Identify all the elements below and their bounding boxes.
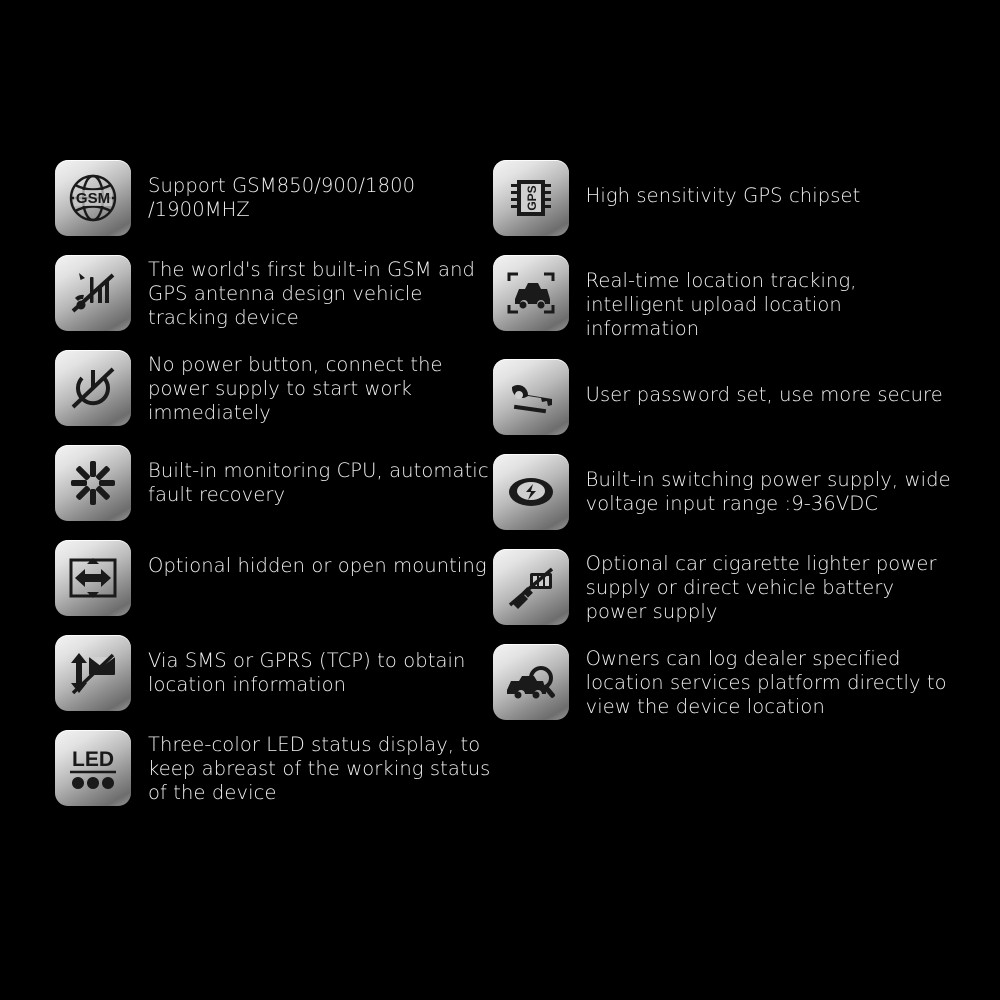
svg-text:GPS: GPS [524, 185, 539, 211]
gps-chipset-icon [493, 160, 569, 236]
feature-label: Optional car cigarette lighter power supply or direct vehicle battery power supply [585, 552, 937, 623]
feature-item [493, 454, 960, 530]
expand-arrows-icon [55, 540, 131, 616]
feature-column-right [493, 160, 960, 1000]
power-button-crossed-icon [55, 350, 131, 426]
sms-envelope-arrows-icon [55, 635, 131, 711]
feature-item [55, 540, 493, 616]
feature-label: Real-time location tracking, intelligent upload location information [585, 269, 857, 340]
feature-item [55, 445, 493, 521]
feature-item [55, 730, 493, 806]
feature-item [493, 644, 960, 720]
feature-label: Three-color LED status display, to keep abreast of the working status of the device [148, 733, 491, 804]
svg-text:GSM: GSM [75, 190, 111, 207]
led-indicator-icon [55, 730, 131, 806]
feature-label: Owners can log dealer specified location services platform directly to view the device location [585, 647, 947, 718]
feature-item [493, 359, 960, 435]
cigarette-lighter-battery-icon [493, 549, 569, 625]
feature-label: Optional hidden or open mounting [148, 554, 487, 577]
antenna-signal-icon [55, 255, 131, 331]
feature-item [493, 160, 960, 236]
car-tracking-icon [493, 255, 569, 331]
feature-label: Support GSM850/900/1800 /1900MHZ [148, 174, 416, 221]
feature-label: No power button, connect the power supply to start work immediately [148, 353, 443, 424]
feature-item [55, 160, 493, 236]
gsm-globe-icon [55, 160, 131, 236]
feature-item [55, 255, 493, 331]
feature-item [493, 549, 960, 625]
feature-label: Via SMS or GPRS (TCP) to obtain location information [148, 649, 466, 696]
feature-item [55, 350, 493, 426]
feature-label: The world's first built-in GSM and GPS antenna design vehicle tracking device [148, 258, 476, 329]
feature-label: High sensitivity GPS chipset [585, 184, 861, 207]
key-password-icon [493, 359, 569, 435]
car-search-icon [493, 644, 569, 720]
feature-label: Built-in switching power supply, wide voltage input range :9-36VDC [585, 468, 951, 516]
svg-text:LED: LED [72, 748, 114, 771]
feature-label: Built-in monitoring CPU, automatic fault recovery [148, 459, 489, 506]
feature-item [55, 635, 493, 711]
cpu-burst-icon [55, 445, 131, 521]
feature-item [493, 255, 960, 340]
power-supply-icon [493, 454, 569, 530]
feature-label: User password set, use more secure [585, 383, 943, 407]
feature-column-left [55, 160, 493, 1000]
